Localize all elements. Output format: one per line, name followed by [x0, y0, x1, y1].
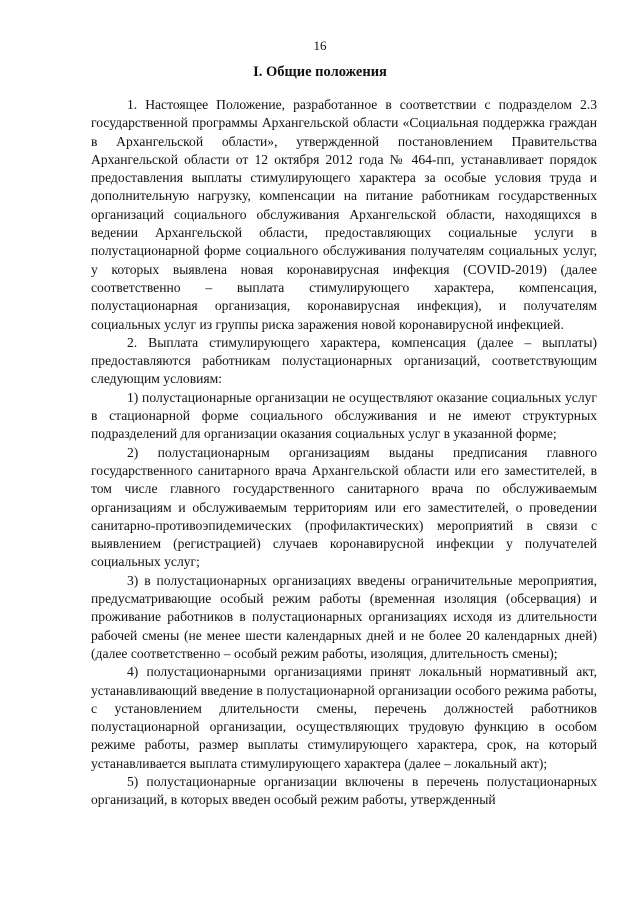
paragraph-2: 2. Выплата стимулирующего характера, компенсация (далее – выплаты) предоставляются работникам полустационарных организаций, соответствующим следующим условиям: [91, 334, 597, 387]
page-number: 16 [313, 38, 327, 53]
list-item-1: 1) полустационарные организации не осуществляют оказание социальных услуг в стационарной форме социального обслуживания и не имеют структурных подразделений для организации оказания социальных услуг в указанной форме; [91, 389, 597, 442]
paragraph-1: 1. Настоящее Положение, разработанное в соответствии с подразделом 2.3 государственной программы Архангельской области «Социальная поддержка граждан в Архангельской области», утвержденной постановлением Правительства Архангельской области от 12 октября 2012 года № 464-пп, устанавливает порядок предоставления выплаты стимулирующего характера за особые условия труда и дополнительную нагрузку, компенсации на питание работникам государственных организаций социального обслуживания Архангельской области, находящихся в ведении Архангельской области, предоставляющих социальные услуги в полустационарной форме социального обслуживания получателям социальных услуг, у которых выявлена новая коронавирусная инфекция (COVID-2019) (далее соответственно – выплата стимулирующего характера, компенсация, полустационарная организация, коронавирусная инфекция), и получателям социальных услуг из группы риска заражения новой коронавирусной инфекцией. [91, 97, 597, 332]
list-item-4: 4) полустационарными организациями принят локальный нормативный акт, устанавливающий введение в полустационарной организации особого режима работы, с установлением длительности смены, перечень должностей работников полустационарной организации, осуществляющих трудовую функцию в особом режиме работы, размер выплаты стимулирующего характера, срок, на который устанавливается выплата стимулирующего характера (далее – локальный акт); [91, 664, 597, 771]
document-body [91, 96, 597, 810]
section-title: I. Общие положения [253, 64, 387, 80]
list-item-2: 2) полустационарным организациям выданы предписания главного государственного санитарного врача Архангельской области или его заместителей, в том числе главного государственного санитарного врача по обслуживаемым организациям и обслуживаемым территориям или его заместителей, о проведении санитарно-противоэпидемических (профилактических) мероприятий в связи с выявлением (регистрацией) случаев коронавирусной инфекции у получателей социальных услуг; [91, 444, 597, 570]
list-item-5: 5) полустационарные организации включены в перечень полустационарных организаций, в которых введен особый режим работы, утвержденный [91, 773, 597, 808]
list-item-3: 3) в полустационарных организациях введены ограничительные мероприятия, предусматривающие особый режим работы (временная изоляция (обсервация) и проживание работников в полустационарных организациях исходя из длительности рабочей смены (не менее шести календарных дней и не более 20 календарных дней) (далее соответственно – особый режим работы, изоляция, длительность смены); [91, 572, 597, 661]
